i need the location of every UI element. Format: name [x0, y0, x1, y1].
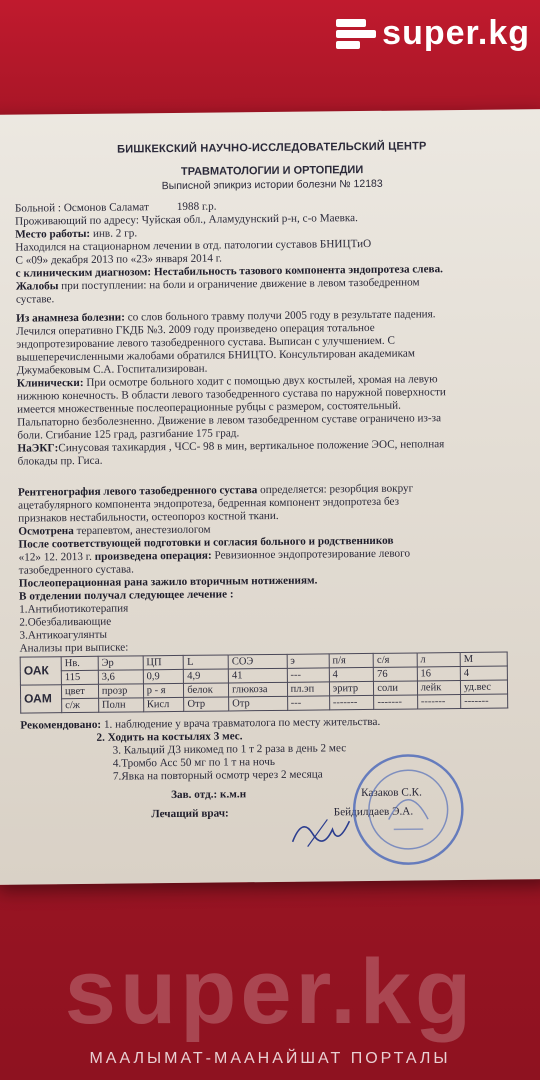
exam-line: Осмотрена терапевтом, анестезиологом — [18, 523, 211, 538]
head-signature-line: Зав. отд.: к.м.н Казаков С.К. — [171, 786, 422, 802]
clinical-line-3: имеется множественные послеоперационные рубцы с размером, состоятельный. — [17, 399, 401, 416]
operation-line-2: тазобедренного сустава. — [18, 563, 134, 577]
doctor-signature-line: Лечащий врач: Бейдилдаев Э.А. — [151, 805, 414, 821]
document-body — [14, 139, 536, 822]
logo-mark-icon — [336, 15, 376, 53]
work-line: Место работы: инв. 2 гр. — [15, 227, 138, 241]
head-name: Казаков С.К. — [361, 786, 422, 800]
treatment-label: В отделении получал следующее лечение : — [18, 588, 234, 603]
oak-label: ОАК — [20, 657, 61, 685]
complaints-line: Жалобы при поступлении: на боли и ограничение движение в левом тазобедренном — [15, 276, 420, 293]
stay-line-1: Находился на стационарном лечении в отд. патологии суставов БНИЦТиО — [15, 237, 372, 254]
recommendation-item: 2. Ходить на костылях 3 мес. — [96, 730, 243, 744]
recommendation-item: 4.Тромбо Асс 50 мг по 1 т на ночь — [112, 755, 275, 770]
patient-year: 1988 г.р. — [176, 200, 217, 213]
discharge-document — [0, 109, 540, 885]
anamnesis-line-2: Лечился оперативно ГКДБ №3. 2009 году произведено операция тотальное — [16, 321, 375, 338]
address-line: Проживающий по адресу: Чуйская обл., Аламудунский р-н, с-о Маевка. — [15, 212, 358, 228]
clinical-line-4: Пальпаторно безболезненно. Движение в левом тазобедренном суставе ограничено из-за — [17, 412, 442, 429]
xray-line-3: признаков нестабильности, остеопороз костной ткани. — [18, 509, 279, 525]
header-institute: БИШКЕКСКИЙ НАУЧНО-ИССЛЕДОВАТЕЛЬСКИЙ ЦЕНТР — [117, 140, 427, 156]
tests-label: Анализы при выписке: — [19, 641, 129, 655]
site-logo[interactable] — [336, 14, 530, 53]
signature-icon — [287, 811, 357, 852]
treatment-item: 3.Антикоагулянты — [19, 628, 108, 642]
header-department: ТРАВМАТОЛОГИИ И ОРТОПЕДИИ — [180, 164, 364, 178]
logo-text: super.kg — [382, 14, 530, 52]
patient-line: Больной : Осмонов Саламат 1988 г.р. — [14, 200, 217, 215]
xray-line: Рентгенография левого тазобедренного сустава определяется: резорбция вокруг — [17, 482, 414, 499]
wound-line: Послеоперационная рана зажило вторичным нотижениям. — [18, 574, 318, 590]
clinic-stamp-icon — [349, 750, 468, 869]
clinical-line: Клинически: При осмотре больного ходит с помощью двух костылей, хромая на левую — [16, 373, 438, 390]
table-row: с/ж Полн Кисл Отр Отр --- ------- ------- ------- ------- — [21, 694, 508, 713]
anamnesis-line-5: Джумабековым С.А. Госпитализирован. — [16, 362, 208, 377]
prep-line: После соответствующей подготовки и согласия больного и родственников — [18, 534, 394, 551]
ekg-line-2: блокады пр. Гиса. — [17, 454, 103, 468]
watermark: super.kg — [64, 941, 476, 1043]
treatment-item: 1.Антибиотикотерапия — [19, 602, 129, 616]
complaints-line-2: суставе. — [15, 293, 55, 306]
patient-name: Осмонов Саламат — [63, 201, 149, 215]
anamnesis-line-3: эндопротезирование левого тазобедренного сустава. Выписан с улучшением. С — [16, 334, 396, 351]
lab-results-table — [20, 652, 509, 714]
ekg-line: НаЭКГ:Синусовая тахикардия , ЧСС- 98 в мин, вертикальное положение ЭОС, неполная — [17, 438, 445, 455]
table-row: ОАК Нв. Эр ЦП L СОЭ э п/я с/я л М — [20, 652, 507, 671]
treatment-item: 2.Обезбаливающие — [19, 615, 112, 629]
table-row: 115 3,6 0,9 4,9 41 --- 4 76 16 4 — [20, 666, 507, 685]
recommendation-item: 7.Явка на повторный осмотр через 2 месяца — [112, 768, 323, 783]
operation-line: «12» 12. 2013 г. произведена операция: Ревизионное эндопротезирование левого — [18, 547, 411, 564]
portal-tagline: МААЛЫМАТ-МААНАЙШАТ ПОРТАЛЫ — [89, 1050, 451, 1067]
recommendation-item: 3. Кальций Д3 никомед по 1 т 2 раза в день 2 мес — [112, 742, 347, 757]
clinical-line-5: боли. Сгибание 125 град, разгибание 175 град. — [17, 427, 240, 442]
document-title: Выписной эпикриз истории болезни № 12183 — [161, 177, 383, 193]
anamnesis-line-4: вышеперечисленными жалобами обратился БНИЦТО. Консультирован академикам — [16, 347, 415, 364]
anamnesis-line: Из анамнеза болезни: со слов больного травму получи 2005 году в результате падения. — [16, 308, 436, 325]
diagnosis-line: с клиническим диагнозом: Нестабильность тазового компонента эндопротеза слева. — [15, 263, 444, 280]
recommendation-line: Рекомендовано: 1. наблюдение у врача травматолога по месту жительства. — [20, 715, 381, 732]
doctor-name: Бейдилдаев Э.А. — [333, 805, 414, 819]
stay-line-2: С «09» декабря 2013 по «23» января 2014 г. — [15, 252, 222, 267]
clinical-line-2: нижнюю конечность. В области левого тазобедренного сустава по наружной поверхности — [16, 386, 446, 403]
top-banner — [0, 0, 540, 115]
table-row: ОАМ цвет прозр р - я белок глюкоза пл.эп эритр соли лейк уд.вес — [20, 680, 507, 699]
xray-line-2: ацетабулярного компонента эндопротеза, бедренная компонент эндопротеза без — [18, 495, 400, 512]
oam-label: ОАМ — [20, 685, 61, 713]
